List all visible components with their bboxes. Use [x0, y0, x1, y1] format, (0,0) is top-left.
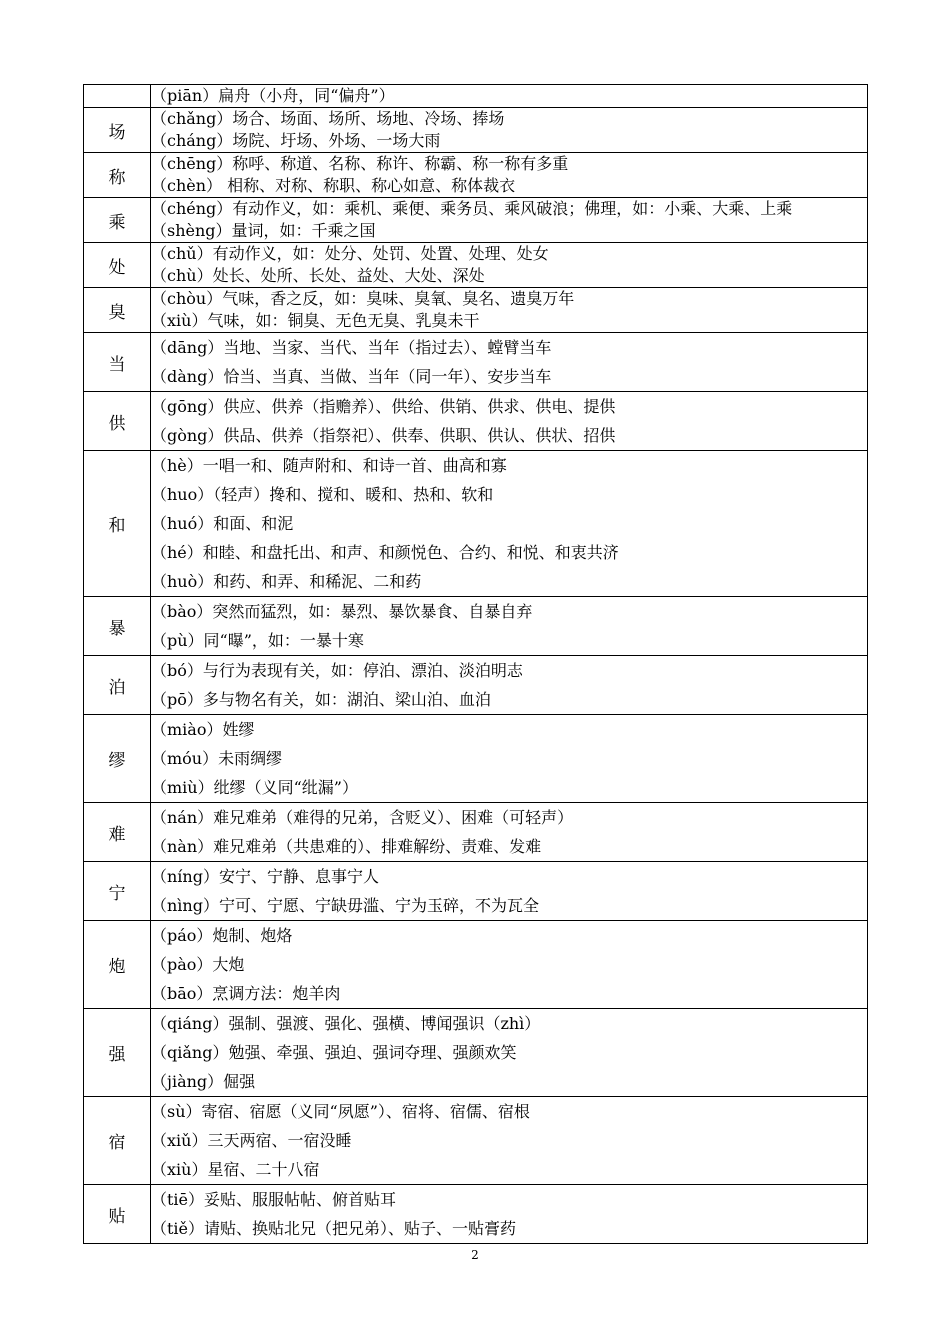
pronunciation-cell — [151, 243, 868, 288]
table-row — [84, 715, 868, 803]
character-cell — [84, 85, 151, 108]
pronunciation-cell — [151, 288, 868, 333]
pronunciation-line: （gòng）供品、供养（指祭祀）、供奉、供职、供认、供状、招供 — [151, 426, 616, 445]
pronunciation-cell — [151, 392, 868, 451]
pronunciation-line: （cháng）场院、圩场、外场、一场大雨 — [151, 131, 441, 150]
table-row — [84, 85, 868, 108]
pronunciation-line: （páo）炮制、炮烙 — [151, 926, 293, 945]
pronunciation-line: （hé）和睦、和盘托出、和声、和颜悦色、合约、和悦、和衷共济 — [151, 543, 619, 562]
pronunciation-cell — [151, 1185, 868, 1244]
pronunciation-line: （pù）同“曝”，如：一暴十寒 — [151, 631, 364, 650]
pronunciation-cell — [151, 1009, 868, 1097]
character-cell: 难 — [84, 803, 151, 862]
table-row — [84, 198, 868, 243]
pronunciation-line: （hè）一唱一和、随声附和、和诗一首、曲高和寡 — [151, 456, 507, 475]
pronunciation-line: （xiù）气味，如：铜臭、无色无臭、乳臭未干 — [151, 311, 480, 330]
table-row — [84, 451, 868, 597]
pronunciation-line: （shèng）量词，如：千乘之国 — [151, 221, 376, 240]
pronunciation-line: （bào）突然而猛烈，如：暴烈、暴饮暴食、自暴自弃 — [151, 602, 533, 621]
pronunciation-cell — [151, 803, 868, 862]
pronunciation-line: （chǔ）有动作义，如：处分、处罚、处置、处理、处女 — [151, 244, 549, 263]
table-row — [84, 1097, 868, 1185]
pronunciation-line: （chéng）有动作义，如：乘机、乘便、乘务员、乘风破浪；佛理，如：小乘、大乘、上乘 — [151, 199, 793, 218]
table-row — [84, 392, 868, 451]
character-cell: 泊 — [84, 656, 151, 715]
character-cell: 强 — [84, 1009, 151, 1097]
pronunciation-line: （pào）大炮 — [151, 955, 245, 974]
pronunciation-line: （jiàng）倔强 — [151, 1072, 256, 1091]
character-cell: 宁 — [84, 862, 151, 921]
pronunciation-line: （miù）纰缪（义同“纰漏”） — [151, 778, 358, 797]
pronunciation-line: （móu）未雨绸缪 — [151, 749, 283, 768]
table-row — [84, 108, 868, 153]
pronunciation-line: （huò）和药、和弄、和稀泥、二和药 — [151, 572, 422, 591]
pronunciation-line: （qiáng）强制、强渡、强化、强横、博闻强识（zhì） — [151, 1014, 541, 1033]
pronunciation-cell — [151, 1097, 868, 1185]
table-row — [84, 921, 868, 1009]
pronunciation-line: （huo）（轻声）搀和、搅和、暖和、热和、软和 — [151, 485, 494, 504]
pronunciation-cell — [151, 862, 868, 921]
table-row — [84, 288, 868, 333]
character-cell: 臭 — [84, 288, 151, 333]
pronunciation-cell — [151, 921, 868, 1009]
pronunciation-cell — [151, 656, 868, 715]
pronunciation-line: （tiē）妥贴、服服帖帖、俯首贴耳 — [151, 1190, 397, 1209]
character-cell: 处 — [84, 243, 151, 288]
table-row — [84, 597, 868, 656]
character-cell: 暴 — [84, 597, 151, 656]
pronunciation-cell — [151, 108, 868, 153]
pronunciation-line: （xiǔ）三天两宿、一宿没睡 — [151, 1131, 352, 1150]
pronunciation-cell — [151, 597, 868, 656]
page-number: 2 — [471, 1248, 479, 1262]
pronunciation-line: （bāo）烹调方法：炮羊肉 — [151, 984, 341, 1003]
character-cell: 缪 — [84, 715, 151, 803]
character-cell: 当 — [84, 333, 151, 392]
pronunciation-line: （huó）和面、和泥 — [151, 514, 294, 533]
table-row — [84, 656, 868, 715]
pronunciation-line: （piān）扁舟（小舟，同“偏舟”） — [151, 86, 395, 105]
pronunciation-line: （dàng）恰当、当真、当做、当年（同一年）、安步当车 — [151, 367, 552, 386]
table-row — [84, 333, 868, 392]
pronunciation-line: （nán）难兄难弟（难得的兄弟，含贬义）、困难（可轻声） — [151, 808, 574, 827]
pronunciation-line: （chǎng）场合、场面、场所、场地、冷场、捧场 — [151, 109, 505, 128]
character-cell: 炮 — [84, 921, 151, 1009]
pronunciation-cell — [151, 153, 868, 198]
pronunciation-line: （tiě）请贴、换贴北兄（把兄弟）、贴子、一贴膏药 — [151, 1219, 517, 1238]
pronunciation-cell — [151, 715, 868, 803]
pronunciation-line: （miào）姓缪 — [151, 720, 255, 739]
pronunciation-line: （qiǎng）勉强、牵强、强迫、强词夺理、强颜欢笑 — [151, 1043, 517, 1062]
table-row — [84, 862, 868, 921]
pronunciation-line: （pō）多与物名有关，如：湖泊、梁山泊、血泊 — [151, 690, 491, 709]
pronunciation-line: （bó）与行为表现有关，如：停泊、漂泊、淡泊明志 — [151, 661, 523, 680]
character-cell: 称 — [84, 153, 151, 198]
character-cell: 宿 — [84, 1097, 151, 1185]
table-body — [84, 85, 868, 1244]
character-cell: 供 — [84, 392, 151, 451]
pronunciation-line: （nàn）难兄难弟（共患难的）、排难解纷、责难、发难 — [151, 837, 542, 856]
character-cell: 乘 — [84, 198, 151, 243]
pronunciation-line: （níng）安宁、宁静、息事宁人 — [151, 867, 379, 886]
pronunciation-cell — [151, 198, 868, 243]
character-cell: 和 — [84, 451, 151, 597]
table-row — [84, 243, 868, 288]
pronunciation-line: （gōng）供应、供养（指赡养）、供给、供销、供求、供电、提供 — [151, 397, 616, 416]
pronunciation-line: （chēng）称呼、称道、名称、称许、称霸、称一称有多重 — [151, 154, 569, 173]
pronunciation-line: （chòu）气味，香之反，如：臭味、臭氧、臭名、遗臭万年 — [151, 289, 575, 308]
pronunciation-line: （nìng）宁可、宁愿、宁缺毋滥、宁为玉碎，不为瓦全 — [151, 896, 539, 915]
pronunciation-line: （sù）寄宿、宿愿（义同“夙愿”）、宿将、宿儒、宿根 — [151, 1102, 530, 1121]
table-row — [84, 1009, 868, 1097]
pronunciation-line: （chèn） 相称、对称、称职、称心如意、称体裁衣 — [151, 176, 516, 195]
character-cell: 贴 — [84, 1185, 151, 1244]
table-row — [84, 1185, 868, 1244]
pronunciation-line: （dāng）当地、当家、当代、当年（指过去）、螳臂当车 — [151, 338, 552, 357]
pronunciation-cell — [151, 451, 868, 597]
pronunciation-line: （chù）处长、处所、长处、益处、大处、深处 — [151, 266, 485, 285]
character-cell: 场 — [84, 108, 151, 153]
table-row — [84, 153, 868, 198]
table-row — [84, 803, 868, 862]
pronunciation-cell — [151, 85, 868, 108]
polyphonic-character-table — [83, 84, 868, 1244]
pronunciation-line: （xiù）星宿、二十八宿 — [151, 1160, 320, 1179]
pronunciation-cell — [151, 333, 868, 392]
